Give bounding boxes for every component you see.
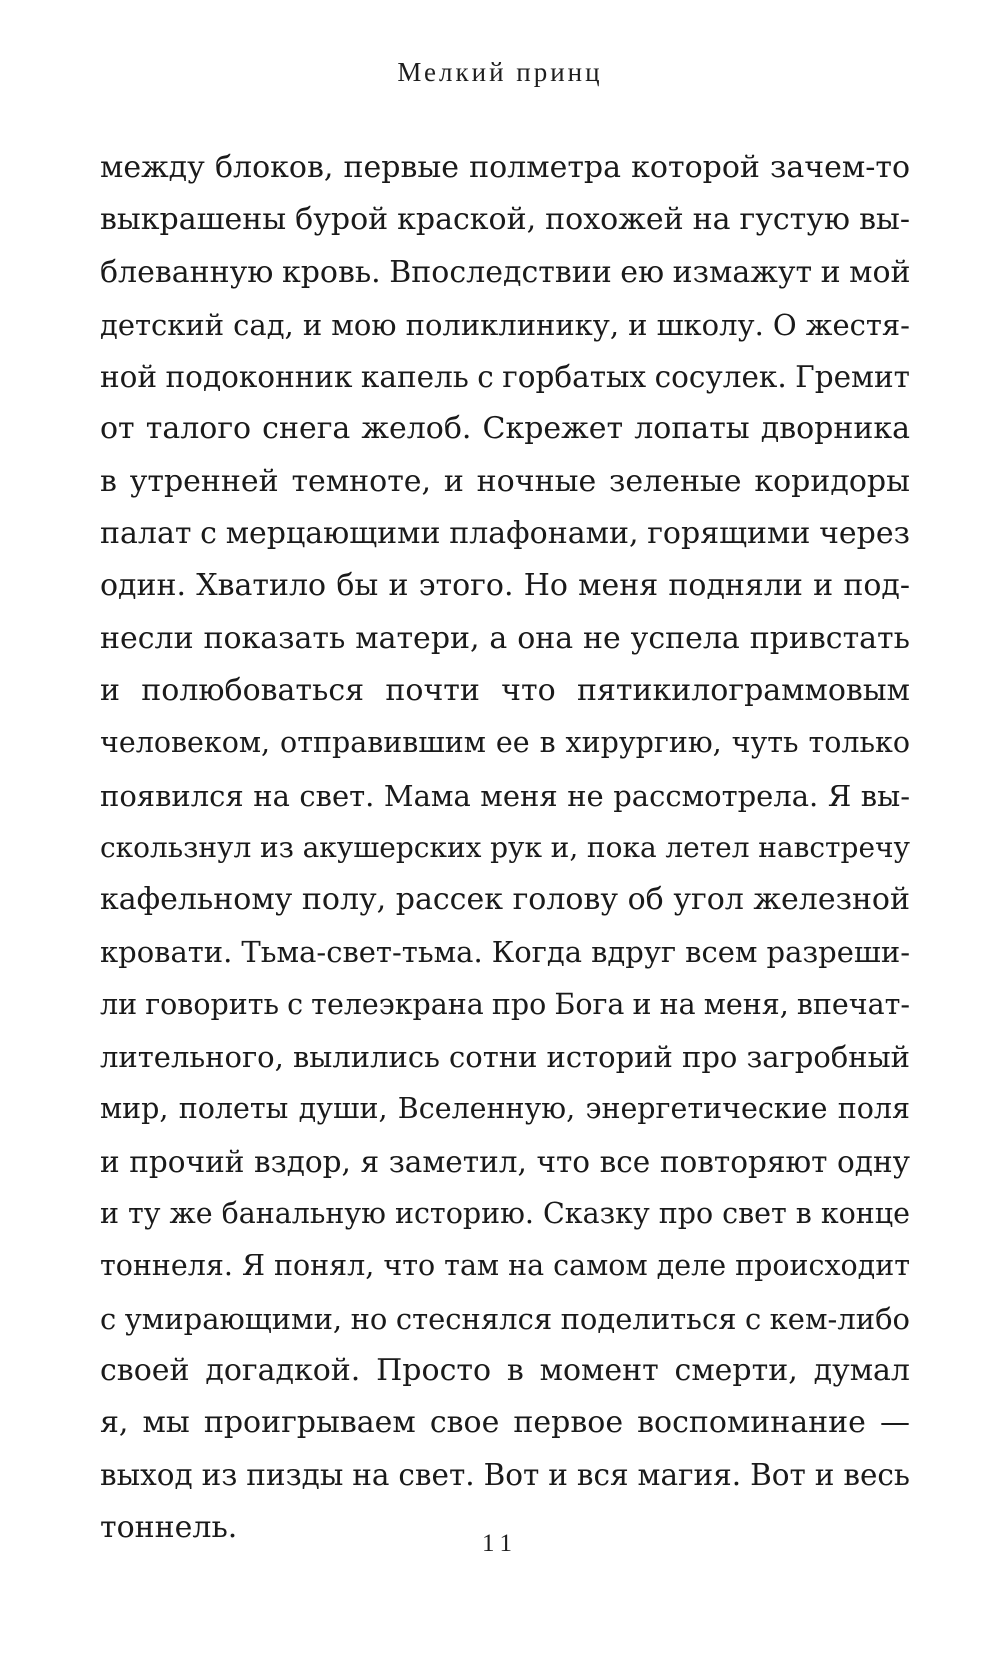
text-line-last: тоннель. [100, 1509, 238, 1545]
text-line: выкрашены бурой краской, похожей на густую вы- [100, 202, 910, 238]
body-text [100, 142, 910, 1554]
text-line: ной подоконник капель с горбатых сосулек. Гремит [100, 360, 910, 395]
text-line: появился на свет. Мама меня не рассмотрела. Я вы- [100, 778, 910, 813]
text-line: ли говорить с телеэкрана про Бога и на меня, впечат- [100, 987, 910, 1021]
text-line: и полюбоваться почти что пятикилограммовым [100, 672, 910, 708]
text-line: в утренней темноте, и ночные зеленые коридоры [100, 463, 910, 499]
text-line: скользнул из акушерских рук и, пока летел навстречу [100, 830, 910, 864]
text-line: человеком, отправившим ее в хирургию, чуть только [100, 726, 910, 760]
text-line: палат с мерцающими плафонами, горящими через [100, 516, 910, 552]
text-line: и ту же банальную историю. Сказку про свет в конце [100, 1196, 910, 1230]
text-line: я, мы проигрываем свое первое воспоминание — [100, 1405, 910, 1441]
text-line: блеванную кровь. Впоследствии ею измажут и мой [100, 254, 911, 290]
text-line: от талого снега желоб. Скрежет лопаты дворника [100, 411, 910, 447]
text-line: между блоков, первые полметра которой зачем-то [100, 150, 910, 185]
page-number: 11 [481, 1530, 519, 1557]
text-line: мир, полеты души, Вселенную, энергетические поля [100, 1092, 910, 1126]
text-line: кровати. Тьма-свет-тьма. Когда вдруг всем разреши- [100, 935, 910, 970]
text-line: несли показать матери, а она не успела привстать [100, 620, 910, 656]
text-line: с умирающими, но стеснялся поделиться с кем-либо [100, 1301, 910, 1336]
text-line: и прочий вздор, я заметил, что все повторяют одну [100, 1144, 910, 1179]
text-line: лительного, вылились сотни историй про загробный [100, 1040, 910, 1075]
text-line: кафельному полу, рассек голову об угол железной [100, 882, 910, 918]
text-line: один. Хватило бы и этого. Но меня подняли и под- [100, 568, 910, 604]
text-line: тоннеля. Я понял, что там на самом деле происходит [100, 1249, 910, 1283]
running-header-title: Мелкий принц [397, 57, 603, 87]
text-line: детский сад, и мою поликлинику, и школу. О жестя- [100, 307, 910, 342]
text-line: своей догадкой. Просто в момент смерти, думал [100, 1352, 910, 1388]
text-line: выход из пизды на свет. Вот и вся магия. Вот и весь [100, 1458, 910, 1493]
